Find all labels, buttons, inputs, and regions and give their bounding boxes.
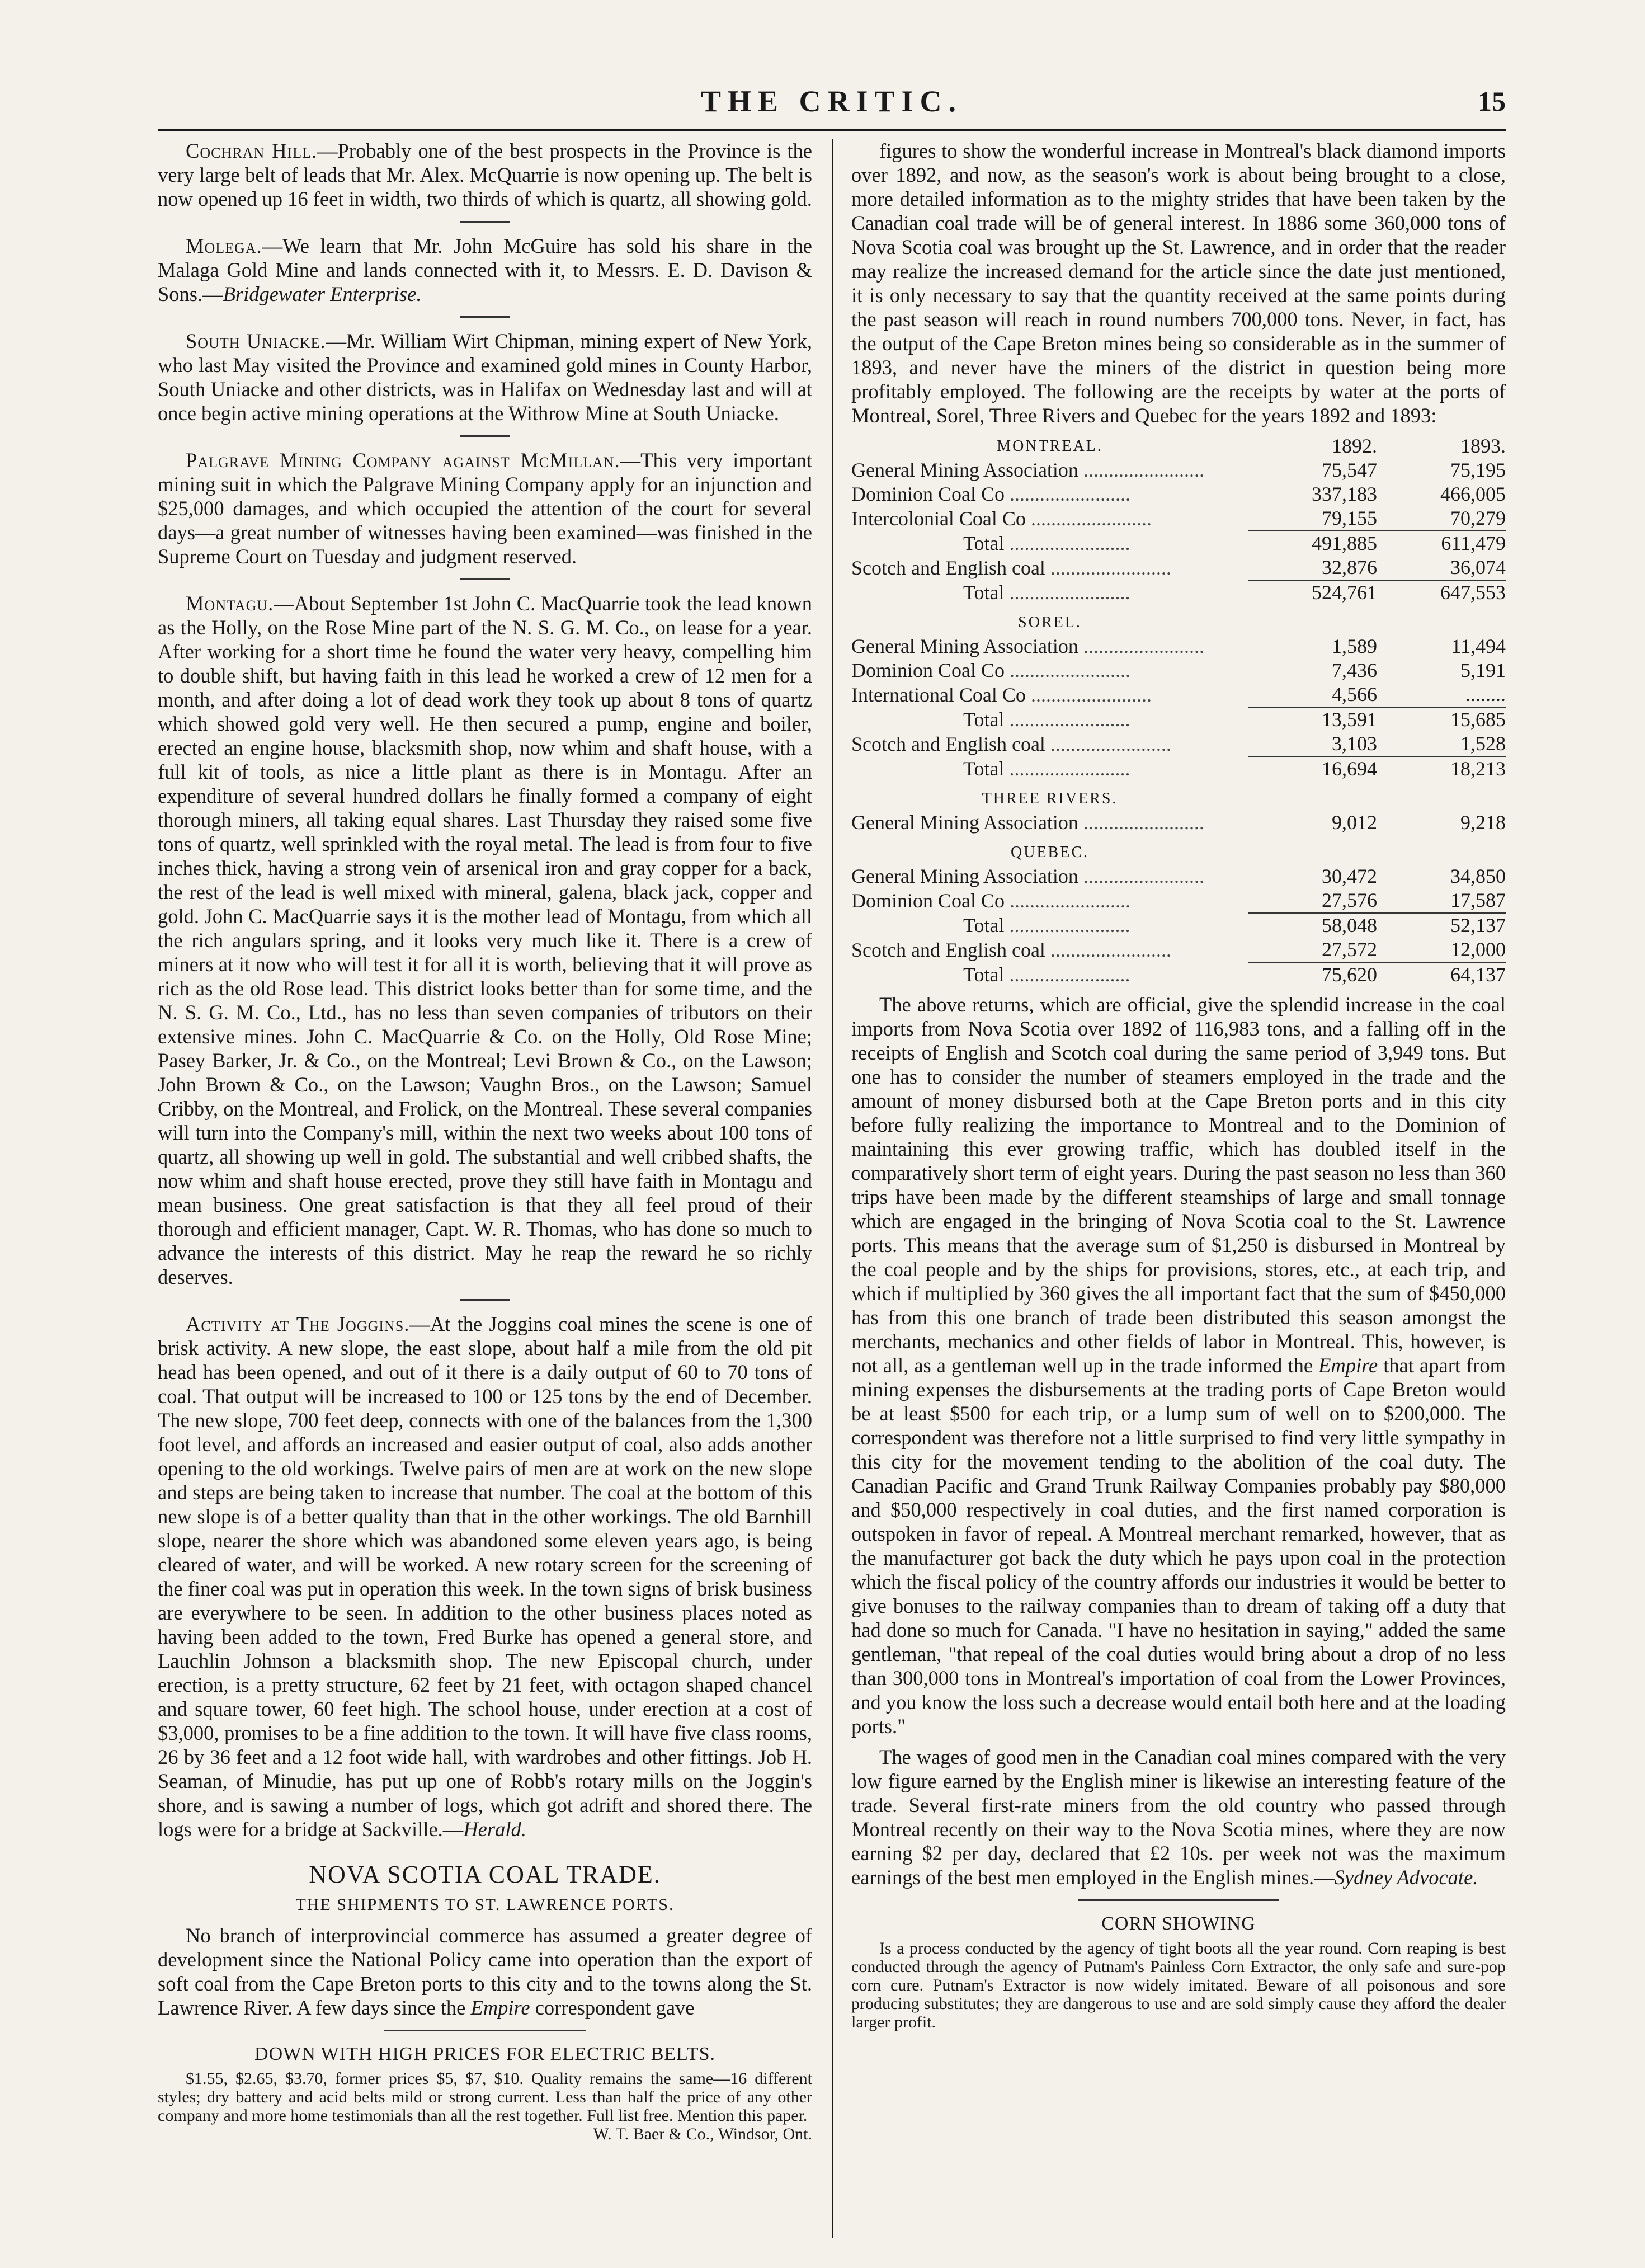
coal-table: [851, 840, 1506, 987]
section-name: MONTREAL.: [997, 437, 1103, 455]
article-head: Cochran Hill.: [186, 139, 318, 162]
leader-dots: ........................: [1005, 659, 1131, 681]
article-head: South Uniacke.: [186, 330, 326, 352]
blank: [1248, 610, 1377, 634]
leader-dots: ........................: [1004, 581, 1130, 604]
table-row: [851, 634, 1506, 658]
year-1893: 1893.: [1460, 435, 1506, 457]
value-1893: 15,685: [1450, 708, 1506, 731]
leader-dots: ........................: [1078, 635, 1204, 657]
row-label: [851, 658, 1248, 683]
coal-trade-wages: [851, 1745, 1506, 1889]
nova-scotia-coal-trade-title: NOVA SCOTIA COAL TRADE.: [309, 1861, 661, 1888]
article-text: correspondent gave: [530, 1996, 695, 2019]
value-1892: 524,761: [1312, 581, 1377, 604]
separator: [460, 578, 510, 580]
corn-ad-title: CORN SHOWING: [1101, 1913, 1256, 1934]
value-1893: 64,137: [1450, 963, 1506, 986]
article-palgrave: [158, 448, 812, 568]
value-1893: 36,074: [1377, 556, 1506, 580]
row-label-text: International Coal Co: [851, 683, 1026, 706]
row-label: [851, 458, 1248, 482]
row-label: [851, 913, 1248, 938]
row-label: [851, 506, 1248, 531]
article-text: The wages of good men in the Canadian coal mines compared with the very low figure earned by the English miner is likewise an interesting feature of the trade. Several first-rate miners from the old country who passed through Montreal recently on their way to the Nova Scotia mines, where they are now earning $2 per day, declared that £2 10s. per week not was the maximum earnings of the best men employed in the English mines.—: [851, 1745, 1506, 1889]
leader-dots: ........................: [1005, 889, 1131, 912]
value-1892: 13,591: [1322, 708, 1377, 731]
page-number: 15: [1478, 86, 1506, 117]
row-label: [851, 864, 1248, 888]
masthead: THE CRITIC.: [700, 84, 963, 118]
section-name: SOREL.: [1018, 614, 1082, 631]
section-header-row: [851, 434, 1506, 458]
article-head: Montagu.: [186, 592, 274, 615]
coal-table: [851, 787, 1506, 835]
column-rule: [832, 139, 833, 2238]
article-text: —This very important mining suit in which the Palgrave Mining Company apply for an injunction and $25,000 damages, and which occupied the attention of the court for several days—a great number of witnesses having been examined—was finished in the Supreme Court on Tuesday and judgment reserved.: [158, 449, 812, 568]
row-label-text: Dominion Coal Co: [851, 483, 1005, 505]
row-label: [851, 732, 1248, 756]
value-1892: 7,436: [1332, 659, 1377, 681]
value-1892: 337,183: [1312, 483, 1377, 505]
leader-dots: ........................: [1045, 732, 1171, 755]
value-1893: 647,553: [1440, 581, 1506, 604]
row-label-text: Total: [963, 963, 1005, 986]
separator: [460, 221, 510, 223]
separator: [384, 2030, 586, 2031]
value-1893: 9,218: [1460, 811, 1506, 834]
value-1893: 70,279: [1377, 506, 1506, 531]
blank: [1377, 787, 1506, 811]
row-label-text: Total: [963, 914, 1005, 937]
value-1893: 611,479: [1441, 532, 1506, 554]
value-1893: 11,494: [1451, 635, 1506, 657]
article-text: that apart from mining expenses the disbursements at the trading ports of Cape Breton would be at least $500 for each trip, or a lump sum of well on to $200,000. The correspondent was therefore not a little surprised to find very little sympathy in this city for the movement tending to the abolition of the coal duty. The Canadian Pacific and Grand Trunk Railway Companies probably pay $80,000 and $50,000 respectively in coal duties, and the first named corporation is outspoken in favor of repeal. A Montreal merchant remarked, however, that as the manufacturer got back the duty which he pays upon coal in the protection which the fiscal policy of the country affords our industries it would be better to give bonuses to the railway companies than to dream of taking off a duty that had done so much for Canada. "I have no hesitation in saying," added the same gentleman, "that repeal of the coal duties would bring about a drop of no less than 300,000 tons in Montreal's importation of coal from the Lower Provinces, and you know the loss such a decrease would entail both here and at the loading ports.": [851, 1354, 1506, 1738]
leader-dots: ........................: [1005, 483, 1131, 505]
row-label-text: Total: [963, 708, 1005, 731]
value-1892: 16,694: [1322, 757, 1377, 780]
value-1892: 32,876: [1248, 556, 1377, 580]
coal-trade-body: [851, 992, 1506, 1738]
belts-ad-title: DOWN WITH HIGH PRICES FOR ELECTRIC BELTS.: [254, 2044, 715, 2064]
value-1892: 75,620: [1322, 963, 1377, 986]
separator: [460, 1299, 510, 1301]
section-header-row: [851, 840, 1506, 864]
article-text: —At the Joggins coal mines the scene is one of brisk activity. A new slope, the east slope, about half a mile from the old pit head has been opened, and out of it there is a daily output of 60 to 70 tons of coal. That output will be increased to 100 or 125 tons by the end of December. The new slope, 700 feet deep, connects with one of the balances from the 1,300 foot level, and affords an increased and easier output of coal, also adds another opening to the old workings. Twelve pairs of men are at work on the new slope and steps are being taken to increase that number. The coal at the bottom of this new slope is of a better quality than that in the other workings. The old Barnhill slope, nearer the shore which was abandoned some eleven years ago, is being cleared of water, and will be worked. A new rotary screen for the screening of the finer coal was put in operation this week. In the town signs of brisk business are everywhere to be seen. In addition to the other business places noted as having been added to the town, Fred Burke has opened a general store, and Lauchlin Johnson a blacksmith shop. The new Episcopal church, under erection, is a pretty structure, 62 feet by 21 feet, with octagon shaped chancel and square tower, 60 feet high. The school house, under erection at a cost of $3,000, promises to be a fine addition to the town. It will have five class rooms, 26 by 36 feet and a 12 foot wide hall, with wardrobes and other fittings. Job H. Seaman, of Minudie, has put up one of Robb's rotary mills on the Joggin's shore, and is sawing a number of logs, which got adrift and shored there. The logs were for a bridge at Sackville.—: [158, 1312, 812, 1841]
article-head: Molega.: [186, 234, 262, 257]
coal-receipts-tables: [851, 434, 1506, 987]
paper-name: Empire: [470, 1996, 530, 2019]
article-text: —Probably one of the best prospects in the Province is the very large belt of leads that Mr. Alex. McQuarrie is now opening up. The belt is now opened up 16 feet in width, two thirds of which is quartz, all showing gold.: [158, 139, 812, 210]
row-label-text: Dominion Coal Co: [851, 889, 1005, 912]
value-1892: 1,589: [1332, 635, 1377, 657]
row-label: [851, 938, 1248, 962]
value-1893: 1,528: [1377, 732, 1506, 756]
row-label-text: Total: [963, 581, 1005, 604]
page-header: [158, 78, 1506, 131]
right-column: [851, 139, 1506, 2238]
value-1892: 27,576: [1248, 888, 1377, 913]
article-source: Herald.: [463, 1818, 526, 1841]
row-label: [851, 556, 1248, 580]
leader-dots: ........................: [1025, 507, 1152, 530]
value-1892: 4,566: [1248, 683, 1377, 707]
value-1892: 491,885: [1312, 532, 1377, 554]
row-label: [851, 707, 1248, 732]
leader-dots: ........................: [1045, 556, 1171, 579]
row-label: [851, 482, 1248, 506]
article-text: No branch of interprovincial commerce has assumed a greater degree of development since the National Policy came into operation than the export of soft coal from the Cape Breton ports to this city and to the towns along the St. Lawrence River. A few days since the: [158, 1924, 812, 2019]
section-header-row: [851, 610, 1506, 634]
row-label-text: General Mining Association: [851, 635, 1078, 657]
table-row: [851, 683, 1506, 707]
leader-dots: ........................: [1004, 914, 1130, 937]
section-name: THREE RIVERS.: [982, 790, 1118, 807]
value-1893: 5,191: [1460, 659, 1506, 681]
row-label-text: Dominion Coal Co: [851, 659, 1005, 681]
value-1893: ........: [1377, 683, 1506, 707]
table-row: [851, 756, 1506, 781]
table-row: [851, 707, 1506, 732]
row-label-text: General Mining Association: [851, 811, 1078, 834]
row-label-text: General Mining Association: [851, 459, 1078, 481]
value-1892: 58,048: [1322, 914, 1377, 937]
blank: [1248, 787, 1377, 811]
value-1892: 27,572: [1248, 938, 1377, 962]
row-label-text: Scotch and English coal: [851, 938, 1045, 961]
leader-dots: ........................: [1004, 963, 1130, 986]
value-1892: 9,012: [1332, 811, 1377, 834]
row-label: [851, 756, 1248, 781]
belts-ad-text: $1.55, $2.65, $3.70, former prices $5, $7, $10. Quality remains the same—16 different styles; dry battery and acid belts mild or strong current. Less than half the price of any other company and more home testimonials than all the rest together. Full list free. Mention this paper.: [158, 2069, 812, 2125]
value-1892: 79,155: [1248, 506, 1377, 531]
article-montagu: [158, 591, 812, 1289]
article-molega: [158, 234, 812, 306]
article-joggins: [158, 1312, 812, 1841]
article-head: Activity at The Joggins.: [186, 1312, 410, 1335]
leader-dots: ........................: [1004, 531, 1130, 554]
value-1893: 75,195: [1450, 459, 1506, 481]
table-row: [851, 811, 1506, 835]
leader-dots: ........................: [1078, 459, 1204, 481]
belts-ad-footer: [158, 2125, 812, 2144]
row-label-text: Scotch and English coal: [851, 732, 1045, 755]
row-label-text: Total: [963, 757, 1005, 780]
table-row: [851, 531, 1506, 556]
year-1892: 1892.: [1332, 435, 1377, 457]
leader-dots: ........................: [1025, 683, 1152, 706]
corn-ad-text: Is a process conducted by the agency of tight boots all the year round. Corn reaping is best conducted through the agency of Putnam's Painless Corn Extractor, the only safe and sure-pop corn cure. Putnam's Extractor is now widely imitated. Beware of all poisonous and sore producing substitutes; they are dangerous to use and are sold simply cause they afford the dealer larger profit.: [851, 1939, 1506, 2031]
row-label: [851, 580, 1248, 605]
leader-dots: ........................: [1078, 811, 1204, 834]
table-row: [851, 458, 1506, 482]
table-row: [851, 938, 1506, 962]
table-row: [851, 962, 1506, 987]
value-1892: 30,472: [1322, 865, 1377, 887]
article-text: —Mr. William Wirt Chipman, mining expert of New York, who last May visited the Province and examined gold mines in County Harbor, South Uniacke and other districts, was in Halifax on Wednesday last and will at once begin active mining operations at the Withrow Mine at South Uniacke.: [158, 330, 812, 425]
leader-dots: ........................: [1004, 757, 1130, 780]
table-row: [851, 913, 1506, 938]
nova-scotia-intro: [158, 1923, 812, 2020]
left-column: [158, 139, 812, 2238]
table-row: [851, 580, 1506, 605]
blank: [1377, 840, 1506, 864]
table-row: [851, 482, 1506, 506]
row-label: [851, 531, 1248, 556]
value-1893: 52,137: [1450, 914, 1506, 937]
value-1893: 466,005: [1440, 483, 1506, 505]
table-row: [851, 888, 1506, 913]
blank: [1248, 840, 1377, 864]
article-south-uniacke: [158, 329, 812, 425]
coal-trade-continued: figures to show the wonderful increase in Montreal's black diamond imports over 1892, and now, as the season's work is about being brought to a close, more detailed information as to the mighty strides that have been taken by the Canadian coal trade will be of general interest. In 1886 some 360,000 tons of Nova Scotia coal was brought up the St. Lawrence, and in order that the reader may realize the increased demand for the article since the date just mentioned, it is only necessary to say that the quantity received at the same points during the past season will reach in round numbers 700,000 tons. Never, in fact, has the output of the Cape Breton mines being so considerable as in the summer of 1893, and never have the miners of the district in question being more profitably employed. The following are the receipts by water at the ports of Montreal, Sorel, Three Rivers and Quebec for the years 1892 and 1893:: [851, 139, 1506, 427]
value-1893: 17,587: [1377, 888, 1506, 913]
newspaper-page: [158, 78, 1506, 2238]
leader-dots: ........................: [1045, 938, 1171, 961]
columns: [158, 139, 1506, 2238]
nova-scotia-subtitle: THE SHIPMENTS TO ST. LAWRENCE PORTS.: [295, 1895, 675, 1914]
row-label-text: Intercolonial Coal Co: [851, 507, 1026, 530]
value-1892: 75,547: [1322, 459, 1377, 481]
section-header-row: [851, 787, 1506, 811]
paper-name: Empire: [1318, 1354, 1378, 1377]
row-label-text: Scotch and English coal: [851, 556, 1045, 579]
value-1893: 18,213: [1450, 757, 1506, 780]
value-1893: 12,000: [1377, 938, 1506, 962]
table-row: [851, 864, 1506, 888]
row-label: [851, 962, 1248, 987]
table-row: [851, 658, 1506, 683]
article-head: Palgrave Mining Company against McMillan.: [186, 449, 620, 472]
row-label: [851, 683, 1248, 707]
row-label: [851, 811, 1248, 835]
article-cochran-hill: [158, 139, 812, 211]
article-text: —We learn that Mr. John McGuire has sold his share in the Malaga Gold Mine and lands connected with it, to Messrs. E. D. Davison & Sons.—: [158, 234, 812, 305]
section-name: QUEBEC.: [1011, 844, 1089, 861]
coal-table: [851, 610, 1506, 781]
row-label: [851, 634, 1248, 658]
separator: [460, 316, 510, 318]
row-label: [851, 888, 1248, 913]
table-row: [851, 732, 1506, 756]
coal-table: [851, 434, 1506, 605]
belts-ad-signature: W. T. Baer & Co., Windsor, Ont.: [593, 2125, 812, 2143]
leader-dots: ........................: [1078, 865, 1204, 887]
separator: [460, 435, 510, 437]
table-row: [851, 506, 1506, 531]
article-source: Sydney Advocate.: [1334, 1866, 1478, 1889]
article-source: Bridgewater Enterprise.: [223, 283, 422, 305]
leader-dots: ........................: [1004, 708, 1130, 731]
article-text: —About September 1st John C. MacQuarrie took the lead known as the Holly, on the Rose Mine part of the N. S. G. M. Co., on lease for a year. After working for a short time he found the water very heavy, compelling him to double shift, but having faith in this lead he worked a crew of 12 men for a month, and after doing a lot of dead work they took up about 8 tons of quartz which showed gold very well. He then secured a pump, engine and boiler, erected an engine house, blacksmith shop, now whim and shaft house, with a full kit of tools, as nice a little plant as there is in Montagu. After an expenditure of several hundred dollars he finally formed a company of eight thorough miners, all taking equal shares. Last Thursday they raised some five tons of quartz, well sprinkled with the royal metal. The lead is from four to five inches thick, having a strong vein of arsenical iron and gray copper for a back, the rest of the lead is well mixed with mineral, galena, black jack, copper and gold. John C. MacQuarrie says it is the mother lead of Montagu, from which all the rich angulars spring, and it looks very much like it. There is a crew of miners at it now who will test it for all it is worth, believing that it will prove as rich as the old Rose lead. This district looks better than for some time, and the N. S. G. M. Co., Ltd., has no less than seven companies of tributors on their extensive mines. John C. MacQuarrie & Co. on the Holly, Old Rose Mine; Pasey Barker, Jr. & Co., on the Montreal; Levi Brown & Co., on the Lawson; John Brown & Co., on the Lawson; Vaughn Bros., on the Lawson; Samuel Cribby, on the Montreal, and Frolick, on the Montreal. These several companies will turn into the Company's mill, within the next two weeks about 100 tons of quartz, all showing up well in gold. The substantial and well cribbed shafts, the now whim and shaft house erected, prove they still have faith in Montagu and mean business. One great satisfaction is that they all feel proud of their thorough and efficient manager, Capt. W. R. Thomas, who has done so much to advance the interests of this district. May he reap the reward he so richly deserves.: [158, 592, 812, 1288]
article-text: The above returns, which are official, give the splendid increase in the coal imports from Nova Scotia over 1892 of 116,983 tons, and a falling off in the receipts of English and Scotch coal during the same period of 3,949 tons. But one has to consider the number of steamers employed in the trade and the amount of money disbursed both at the Cape Breton ports and in this city before fully realizing the importance to Montreal and to the Dominion of maintaining this ever growing traffic, which has doubled itself in the comparatively short term of eight years. During the past season no less than 360 trips have been made by the different steamships of large and small tonnage which are engaged in the bringing of Nova Scotia coal to the St. Lawrence ports. This means that the average sum of $1,250 is disbursed in Montreal by the coal people and by the ships for provisions, stores, etc., at each trip, and which if multiplied by 360 gives the all important fact that the sum of $450,000 has from this one branch of trade been distributed this season amongst the merchants, mechanics and other fields of labor in Montreal. This, however, is not all, as a gentleman well up in the trade informed the: [851, 993, 1506, 1377]
row-label-text: Total: [963, 531, 1005, 554]
value-1893: 34,850: [1450, 865, 1506, 887]
separator: [1078, 1899, 1279, 1901]
row-label-text: General Mining Association: [851, 865, 1078, 887]
table-row: [851, 556, 1506, 580]
value-1892: 3,103: [1248, 732, 1377, 756]
blank: [1377, 610, 1506, 634]
